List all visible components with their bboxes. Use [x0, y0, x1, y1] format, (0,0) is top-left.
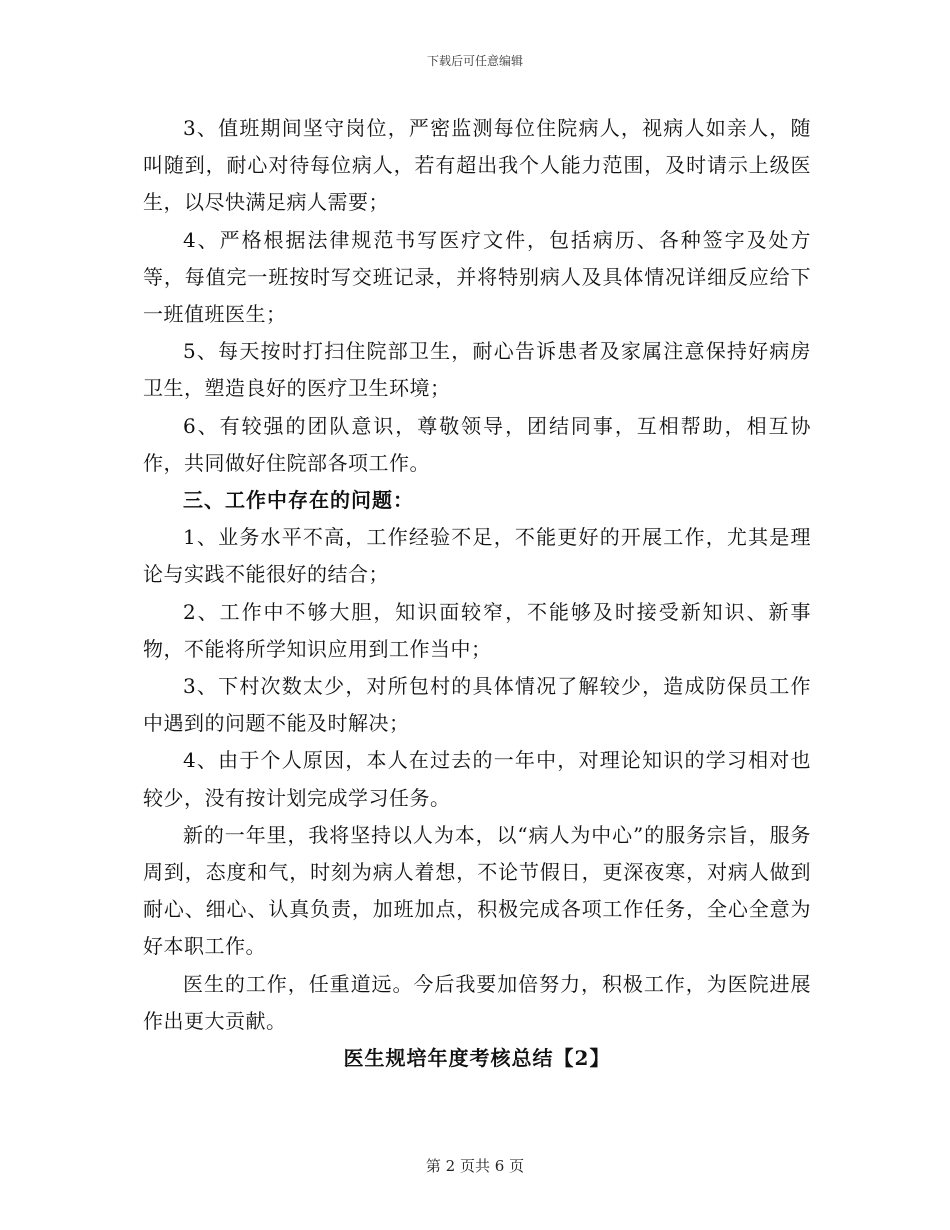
- body-paragraph-4: 4、严格根据法律规范书写医疗文件，包括病历、各种签字及处方等，每值完一班按时写交班记录，并将特别病人及具体情况详细反应给下一班值班医生；: [143, 227, 811, 327]
- body-paragraph-3: 3、值班期间坚守岗位，严密监测每位住院病人，视病人如亲人，随叫随到，耐心对待每位病人，若有超出我个人能力范围，及时请示上级医生，以尽快满足病人需要；: [143, 116, 811, 215]
- body-paragraph-6: 6、有较强的团队意识，尊敬领导，团结同事，互相帮助，相互协作，共同做好住院部各项工作。: [143, 413, 811, 475]
- document-body: [143, 110, 811, 1077]
- header-note: 下载后可任意编辑: [426, 54, 523, 68]
- problem-item-3: 3、下村次数太少，对所包村的具体情况了解较少，造成防保员工作中遇到的问题不能及时解决；: [143, 674, 811, 736]
- problem-item-4: 4、由于个人原因，本人在过去的一年中，对理论知识的学习相对也较少，没有按计划完成学习任务。: [143, 748, 811, 810]
- page-number: 第 2 页共 6 页: [425, 1157, 525, 1175]
- outlook-paragraph: 新的一年里，我将坚持以人为本，以“病人为中心”的服务宗旨，服务周到，态度和气，时刻为病人着想，不论节假日，更深夜寒，对病人做到耐心、细心、认真负责，加班加点，积极完成各项工作任务，全心全意为好本职工作。: [143, 822, 811, 959]
- closing-paragraph: 医生的工作，任重道远。今后我要加倍努力，积极工作，为医院进展作出更大贡献。: [143, 971, 811, 1033]
- problem-item-1: 1、业务水平不高，工作经验不足，不能更好的开展工作，尤其是理论与实践不能很好的结合；: [143, 525, 811, 587]
- section-heading-problems: 三、工作中存在的问题：: [183, 488, 414, 513]
- body-paragraph-5: 5、每天按时打扫住院部卫生，耐心告诉患者及家属注意保持好病房卫生，塑造良好的医疗卫生环境；: [143, 339, 811, 401]
- problem-item-2: 2、工作中不够大胆，知识面较窄，不能够及时接受新知识、新事物，不能将所学知识应用到工作当中；: [143, 599, 811, 661]
- next-section-title: 医生规培年度考核总结【2】: [343, 1046, 611, 1071]
